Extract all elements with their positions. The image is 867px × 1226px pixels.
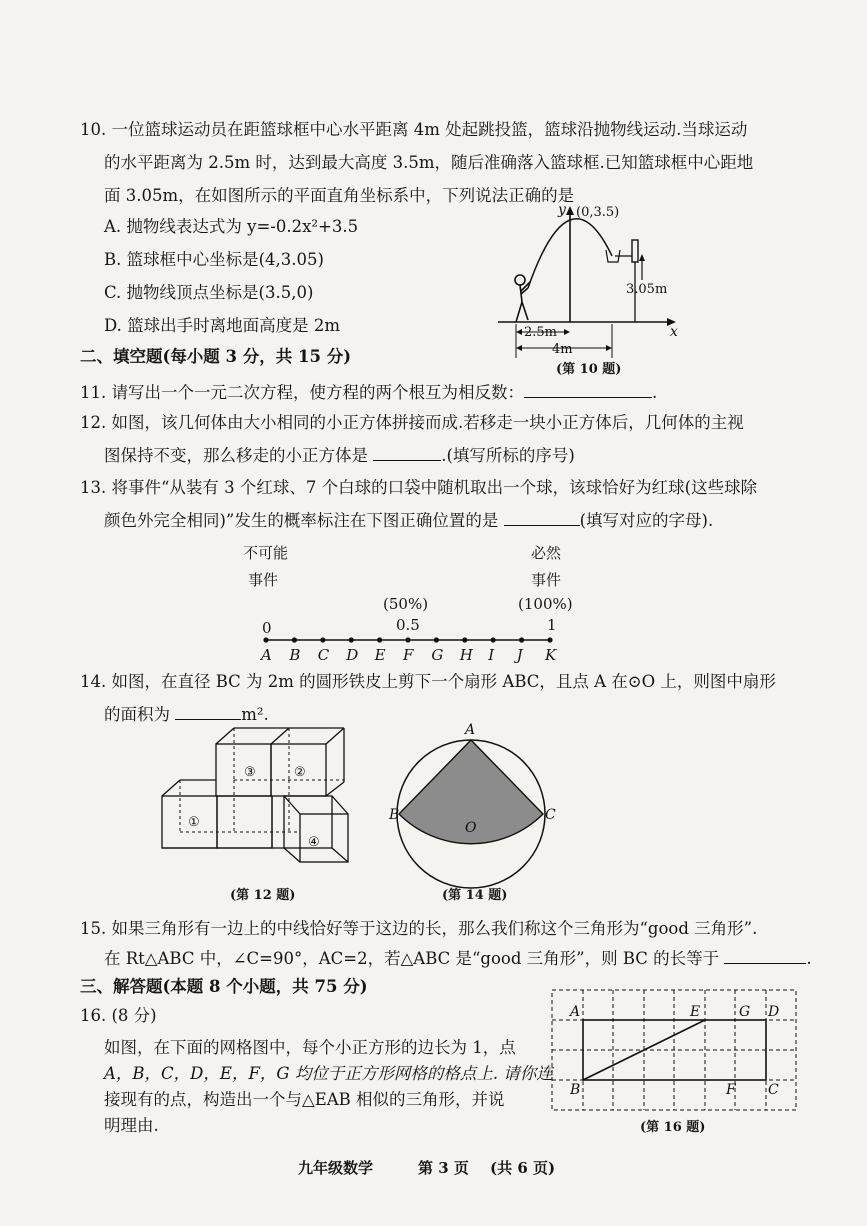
figure-q16-grid <box>550 988 800 1114</box>
figure-q16-caption: (第 16 题) <box>640 1120 706 1135</box>
number-line-point-a <box>263 637 268 642</box>
q14-line2-suffix: m². <box>241 705 269 724</box>
x-axis-label: x <box>670 324 678 340</box>
q15-line1: 15. 如果三角形有一边上的中线恰好等于这边的长，那么我们称这个三角形为“good 三角形”. <box>80 919 758 938</box>
grid-label-g: G <box>739 1004 751 1020</box>
figure-q14-caption: (第 14 题) <box>442 888 508 903</box>
tick-value-zero: 0 <box>262 619 272 637</box>
label-b: B <box>389 807 400 823</box>
number-line-letter-d: D <box>346 646 359 664</box>
number-line-letter-h: H <box>459 646 473 664</box>
q13-line2-prompt: 颜色外完全相同)”发生的概率标注在下图正确位置的是 <box>104 511 499 530</box>
number-line-letter-e: E <box>374 646 386 664</box>
figure-q10 <box>490 198 690 383</box>
number-line-letter-a: A <box>261 646 272 664</box>
grid-label-d: D <box>768 1004 780 1020</box>
q15-line2-prompt: 在 Rt△ABC 中，∠C=90°，AC=2，若△ABC 是“good 三角形”，则 BC 的长等于 <box>104 949 720 968</box>
q10-line3: 面 3.05m，在如图所示的平面直角坐标系中，下列说法正确的是 <box>104 186 575 205</box>
y-axis-label: y <box>558 202 566 218</box>
section-2-heading: 二、填空题(每小题 3 分，共 15 分) <box>80 347 352 366</box>
grid-label-a: A <box>570 1004 581 1020</box>
label-o: O <box>465 820 477 836</box>
figure-q14-circle <box>385 720 565 895</box>
number-line-point-e <box>377 637 382 642</box>
cube-label-3: ③ <box>244 765 256 780</box>
cube-label-4: ④ <box>308 835 320 850</box>
cube-label-1: ① <box>188 815 200 830</box>
section-3-heading: 三、解答题(本题 8 个小题，共 75 分) <box>80 977 368 996</box>
footer-subject: 九年级数学 <box>298 1159 374 1177</box>
number-line-point-j <box>519 637 524 642</box>
tick-value-half: 0.5 <box>396 616 420 634</box>
q15-line2 <box>104 948 812 969</box>
grid-label-e: E <box>690 1004 701 1020</box>
grid-label-c: C <box>768 1082 779 1098</box>
figure-q12-caption: (第 12 题) <box>230 888 296 903</box>
figure-q10-caption: (第 10 题) <box>556 362 622 377</box>
q11-prompt: 11. 请写出一个一元二次方程，使方程的两个根互为相反数： <box>80 383 524 402</box>
q11-answer-blank[interactable] <box>524 382 652 398</box>
dim-4m-label: 4m <box>552 342 573 357</box>
q15-line2-suffix: . <box>806 949 812 968</box>
height-label: 3.05m <box>626 282 668 297</box>
q13-line2-suffix: (填写对应的字母). <box>579 511 714 530</box>
q12-line2-prompt: 图保持不变，那么移走的小正方体是 <box>104 446 368 465</box>
q11-text: 11. 请写出一个一元二次方程，使方程的两个根互为相反数： . <box>80 383 658 402</box>
number-line-point-g <box>434 637 439 642</box>
q12-answer-blank[interactable] <box>373 445 441 461</box>
number-line-letter-k: K <box>545 646 557 664</box>
full-percent-label: (100%) <box>518 595 573 613</box>
label-a: A <box>465 722 476 738</box>
number-line-letter-b: B <box>289 646 301 664</box>
tick-value-one: 1 <box>547 616 557 634</box>
q16-line1: 如图，在下面的网格图中，每个小正方形的边长为 1，点 <box>104 1038 516 1057</box>
number-line-point-i <box>491 637 496 642</box>
number-line-point-c <box>320 637 325 642</box>
certain-label-2: 事件 <box>531 571 562 589</box>
footer-total: (共 6 页) <box>490 1159 556 1177</box>
footer-page: 第 3 页 <box>418 1159 469 1177</box>
number-line-letter-j: J <box>516 646 523 664</box>
number-line-point-h <box>462 637 467 642</box>
q10-option-b: B. 篮球框中心坐标是(4,3.05) <box>104 250 324 269</box>
certain-label-1: 必然 <box>531 544 562 562</box>
number-line-letter-f: F <box>403 646 414 664</box>
q15-answer-blank[interactable] <box>724 948 806 964</box>
q10-option-d: D. 篮球出手时离地面高度是 2m <box>104 316 341 335</box>
q14-line2-prompt: 的面积为 <box>104 705 170 724</box>
q10-option-a: A. 抛物线表达式为 y=-0.2x²+3.5 <box>104 217 359 236</box>
q10-line2: 的水平距离为 2.5m 时，达到最大高度 3.5m，随后准确落入篮球框.已知篮球框中心距地 <box>104 153 754 172</box>
grid-label-f: F <box>726 1082 736 1098</box>
player-icon <box>515 275 530 322</box>
number-line-letter-i: I <box>488 646 495 664</box>
number-line-point-k <box>547 637 552 642</box>
q16-line2: A，B，C，D，E，F，G 均位于正方形网格的格点上. 请你连 <box>104 1064 553 1083</box>
q14-line1: 14. 如图，在直径 BC 为 2m 的圆形铁皮上剪下一个扇形 ABC，且点 A 在⊙O 上，则图中扇形 <box>80 672 776 691</box>
q16-line4: 明理由. <box>104 1116 159 1135</box>
q13-answer-blank[interactable] <box>504 510 580 526</box>
q16-head: 16. (8 分) <box>80 1006 157 1025</box>
q13-line2 <box>104 510 713 531</box>
number-line-letter-g: G <box>431 646 444 664</box>
number-line-point-d <box>349 637 354 642</box>
half-percent-label: (50%) <box>383 595 429 613</box>
vertex-label: (0,3.5) <box>576 205 620 220</box>
figure-q12-cubes <box>160 726 360 868</box>
label-c: C <box>545 807 556 823</box>
cube-label-2: ② <box>294 765 306 780</box>
q12-line2-suffix: .(填写所标的序号) <box>441 446 575 465</box>
number-line <box>258 632 558 646</box>
q12-line2 <box>104 445 575 466</box>
number-line-letter-c: C <box>317 646 330 664</box>
impossible-label-1: 不可能 <box>243 544 289 562</box>
dim-2-5m-label: 2.5m <box>524 325 558 340</box>
impossible-label-2: 事件 <box>248 571 279 589</box>
q16-line3: 接现有的点，构造出一个与△EAB 相似的三角形，并说 <box>104 1090 505 1109</box>
backboard <box>632 240 638 262</box>
q13-line1: 13. 将事件“从装有 3 个红球、7 个白球的口袋中随机取出一个球，该球恰好为红球(这些球除 <box>80 478 758 497</box>
q12-line1: 12. 如图，该几何体由大小相同的小正方体拼接而成.若移走一块小正方体后，几何体的主视 <box>80 413 744 432</box>
q14-line2 <box>104 704 269 725</box>
number-line-point-f <box>405 637 410 642</box>
q10-line1: 10. 一位篮球运动员在距篮球框中心水平距离 4m 处起跳投篮，篮球沿抛物线运动.当球运动 <box>80 120 748 139</box>
number-line-point-b <box>292 637 297 642</box>
grid-label-b: B <box>570 1082 581 1098</box>
y-axis-arrow <box>566 206 574 215</box>
q14-answer-blank[interactable] <box>175 704 241 720</box>
q10-option-c: C. 抛物线顶点坐标是(3.5,0) <box>104 283 314 302</box>
